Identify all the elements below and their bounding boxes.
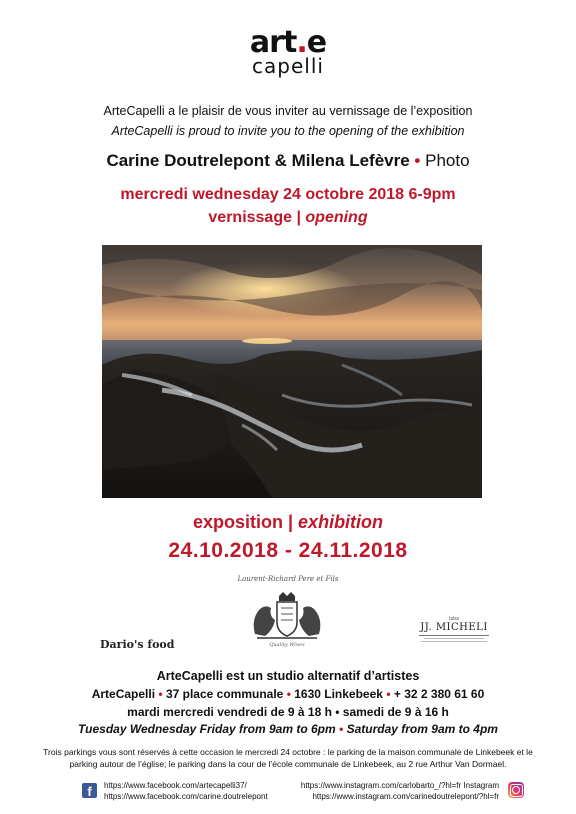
facebook-icon[interactable]: f <box>82 783 97 798</box>
exhibition-label-en: exhibition <box>298 512 384 532</box>
opening-label-en: opening <box>305 209 368 226</box>
sponsor-micheli <box>414 616 494 642</box>
logo-dot: . <box>296 25 307 60</box>
parking-info: Trois parkings vous sont réservés à cette occasion le mercredi 24 octobre : le parking de la maison communale de Linkebeek et le parking autour de l’église; le parking dans la cour de l’école communale de Linkebeek, au 2 rue Arthur Van Dormael. <box>43 747 533 769</box>
logo-capelli: capelli <box>252 54 324 78</box>
hours-english <box>0 722 576 736</box>
facebook-link-artecapelli[interactable]: https://www.facebook.com/artecapelli37/ <box>104 781 247 790</box>
hours-english-weekday: Tuesday Wednesday Friday from 9am to 6pm <box>78 722 336 736</box>
hours-english-bullet: • <box>339 722 344 736</box>
instagram-link-carine[interactable]: https://www.instagram.com/carinedoutrelepont/?hl=fr <box>312 792 499 801</box>
logo-e: e <box>306 25 327 60</box>
micheli-top: tuba <box>449 616 459 622</box>
studio-tagline: ArteCapelli est un studio alternatif d’artistes <box>156 669 420 683</box>
exhibition-label <box>0 512 576 533</box>
invitation-english: ArteCapelli is proud to invite you to the opening of the exhibition <box>111 124 465 138</box>
address-bullet-3: • <box>386 687 391 701</box>
artists-line <box>0 151 576 171</box>
address-street: 37 place communale <box>165 687 284 701</box>
sponsor-crest-logo <box>243 590 331 652</box>
instagram-links <box>296 780 499 802</box>
seascape-photo <box>102 245 482 498</box>
opening-label <box>0 209 576 227</box>
facebook-links <box>104 780 268 802</box>
exhibition-label-fr: exposition <box>192 512 283 532</box>
opening-date: mercredi wednesday 24 octobre 2018 6-9pm <box>120 186 456 203</box>
address-city: 1630 Linkebeek <box>294 687 383 701</box>
instagram-icon[interactable] <box>508 782 524 798</box>
studio-address <box>0 687 576 701</box>
hours-french: mardi mercredi vendredi de 9 à 18 h • samedi de 9 à 16 h <box>127 705 449 719</box>
artists-medium: Photo <box>425 151 470 170</box>
address-bullet-2: • <box>286 687 291 701</box>
opening-separator: | <box>296 209 301 226</box>
artecapelli-logo <box>0 25 576 78</box>
logo-art: art <box>249 25 297 60</box>
micheli-name: JJ. MICHELI <box>420 622 488 633</box>
facebook-link-carine[interactable]: https://www.facebook.com/carine.doutrelepont <box>104 792 268 801</box>
opening-label-fr: vernissage <box>208 209 292 226</box>
instagram-link-carlobarto[interactable]: https://www.instagram.com/carlobarto_/?hl=fr Instagram <box>300 781 499 790</box>
invitation-french: ArteCapelli a le plaisir de vous inviter au vernissage de l’exposition <box>103 104 473 118</box>
address-phone[interactable]: + 32 2 380 61 60 <box>393 687 485 701</box>
address-name: ArteCapelli <box>91 687 156 701</box>
exhibition-dates: 24.10.2018 - 24.11.2018 <box>168 539 408 562</box>
artist-names: Carine Doutrelepont & Milena Lefèvre <box>106 151 410 170</box>
address-bullet-1: • <box>158 687 163 701</box>
hours-english-saturday: Saturday from 9am to 4pm <box>346 722 498 736</box>
sponsor-laurent-richard: Laurent-Richard Pere et Fils <box>237 575 339 583</box>
artists-bullet: • <box>414 151 421 170</box>
crest-caption: Quality Wines <box>269 642 305 648</box>
sponsor-darios-food: Dario's food <box>100 638 175 651</box>
exhibition-separator: | <box>287 512 294 532</box>
